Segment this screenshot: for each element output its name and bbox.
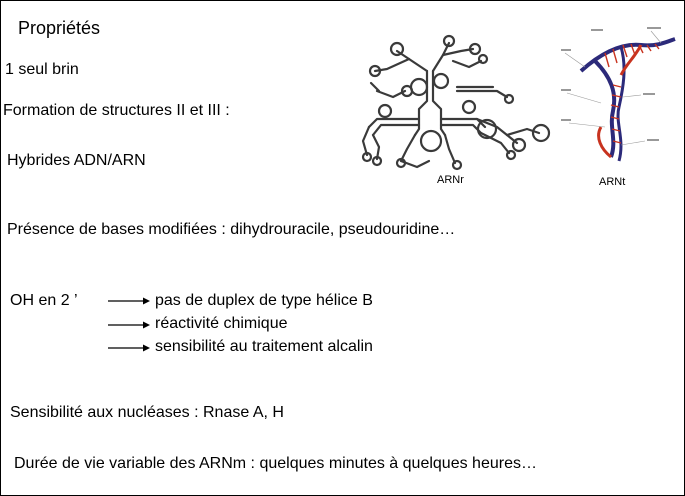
slide-title: Propriétés [18, 18, 101, 38]
line-oh: OH en 2 ’ [10, 292, 78, 309]
trna-structure-figure [561, 23, 681, 173]
consequence-2: réactivité chimique [155, 315, 288, 332]
line-lifetime: Durée de vie variable des ARNm : quelques minutes à quelques heures… [14, 455, 537, 472]
rrna-caption: ARNr [437, 174, 464, 186]
arrow-icon [107, 319, 151, 331]
consequence-3: sensibilité au traitement alcalin [155, 338, 373, 355]
line-nucleases: Sensibilité aux nucléases : Rnase A, H [10, 404, 284, 421]
line-single-strand: 1 seul brin [5, 61, 79, 78]
line-hybrids: Hybrides ADN/ARN [7, 152, 146, 169]
line-structures: Formation de structures II et III : [3, 102, 230, 119]
arrow-icon [107, 342, 151, 354]
consequence-1: pas de duplex de type hélice B [155, 292, 373, 309]
arrow-icon [107, 295, 151, 307]
trna-caption: ARNt [599, 176, 626, 188]
line-modified-bases: Présence de bases modifiées : dihydrouracile, pseudouridine… [7, 221, 456, 238]
rrna-structure-figure [357, 31, 553, 173]
